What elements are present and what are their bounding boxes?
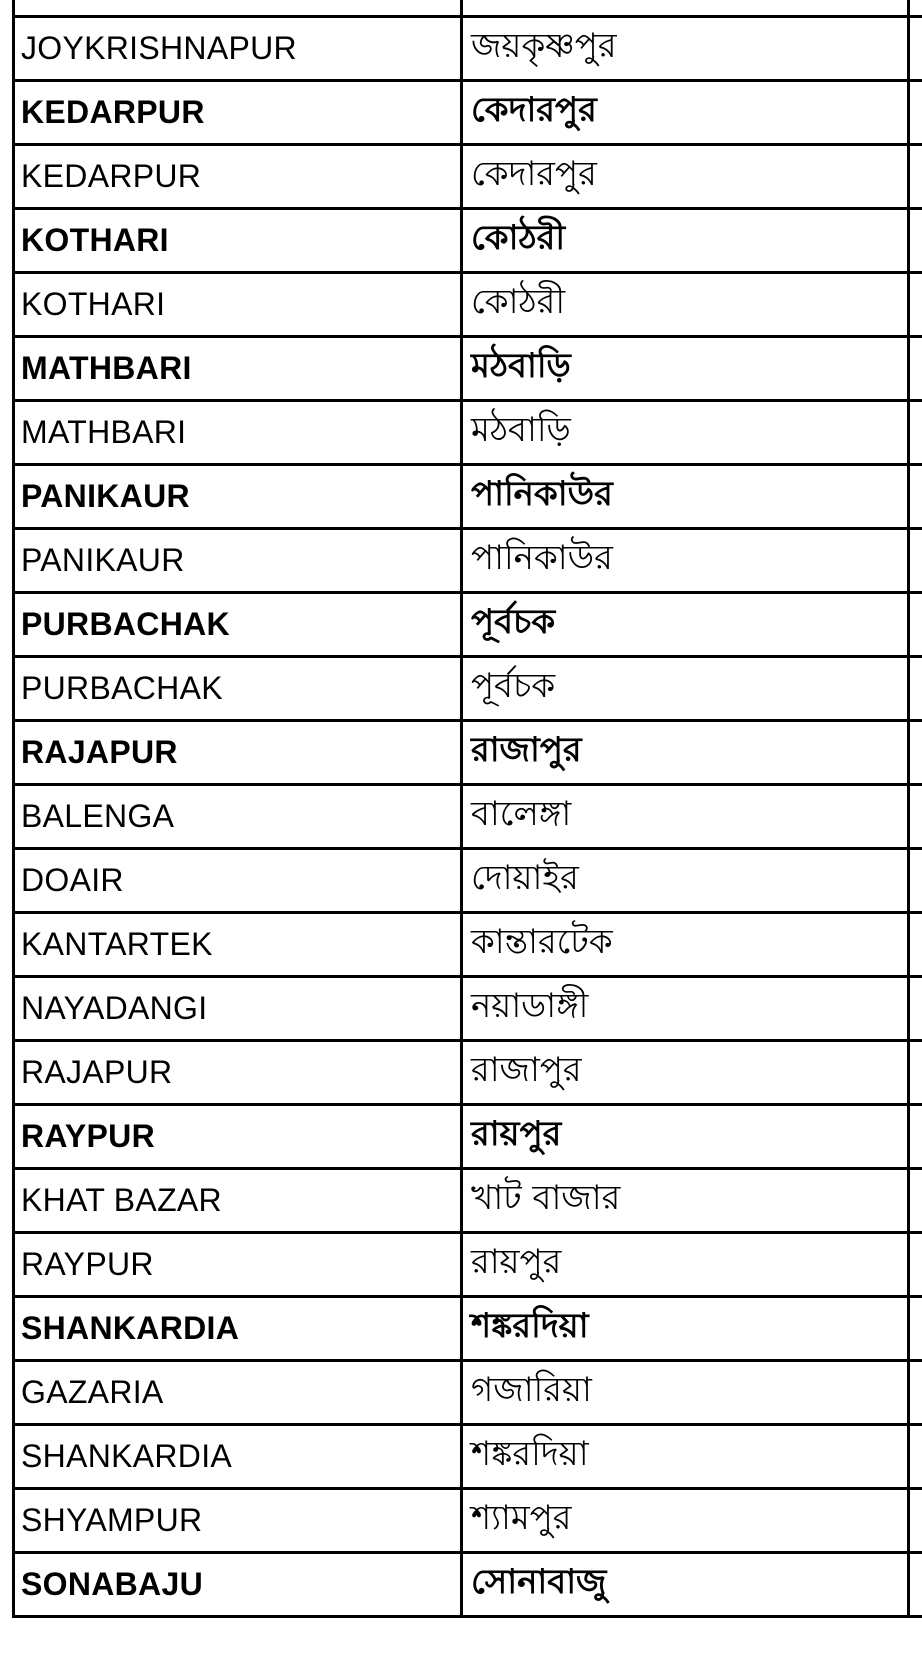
table-row bbox=[14, 593, 922, 657]
table-row bbox=[14, 1489, 922, 1553]
english-name-cell: BALENGA bbox=[14, 785, 462, 849]
table-row bbox=[14, 337, 922, 401]
english-name-cell: KHAT BAZAR bbox=[14, 1169, 462, 1233]
table-row bbox=[14, 977, 922, 1041]
next-column-edge-cell bbox=[909, 1233, 922, 1297]
table-row bbox=[14, 657, 922, 721]
table-row bbox=[14, 1041, 922, 1105]
english-name-cell: DOAIR bbox=[14, 849, 462, 913]
next-column-edge-cell bbox=[909, 913, 922, 977]
table-row bbox=[14, 849, 922, 913]
next-column-edge-cell bbox=[909, 1041, 922, 1105]
english-name-cell: SHANKARDIA bbox=[14, 1297, 462, 1361]
english-name-cell: SONABAJU bbox=[14, 1553, 462, 1617]
bengali-name-cell: মঠবাড়ি bbox=[462, 337, 909, 401]
bengali-name-cell: সোনাবাজু bbox=[462, 1553, 909, 1617]
table-row bbox=[14, 401, 922, 465]
top-border-stub-right bbox=[907, 0, 910, 15]
table-row bbox=[14, 1233, 922, 1297]
english-name-cell: NAYADANGI bbox=[14, 977, 462, 1041]
english-name-cell: PANIKAUR bbox=[14, 529, 462, 593]
next-column-edge-cell bbox=[909, 81, 922, 145]
english-name-cell: MATHBARI bbox=[14, 401, 462, 465]
bengali-name-cell: কেদারপুর bbox=[462, 145, 909, 209]
next-column-edge-cell bbox=[909, 1361, 922, 1425]
table-row bbox=[14, 17, 922, 81]
next-column-edge-cell bbox=[909, 529, 922, 593]
english-name-cell: MATHBARI bbox=[14, 337, 462, 401]
bengali-name-cell: রায়পুর bbox=[462, 1233, 909, 1297]
english-name-cell: JOYKRISHNAPUR bbox=[14, 17, 462, 81]
next-column-edge-cell bbox=[909, 1297, 922, 1361]
bengali-name-cell: কোঠরী bbox=[462, 273, 909, 337]
bengali-name-cell: শঙ্করদিয়া bbox=[462, 1297, 909, 1361]
table-row bbox=[14, 785, 922, 849]
bengali-name-cell: শ্যামপুর bbox=[462, 1489, 909, 1553]
bengali-name-cell: নয়াডাঙ্গী bbox=[462, 977, 909, 1041]
bengali-name-cell: রাজাপুর bbox=[462, 1041, 909, 1105]
next-column-edge-cell bbox=[909, 209, 922, 273]
bengali-name-cell: কোঠরী bbox=[462, 209, 909, 273]
table-row bbox=[14, 81, 922, 145]
bengali-name-cell: কেদারপুর bbox=[462, 81, 909, 145]
place-name-table bbox=[12, 15, 922, 1618]
english-name-cell: RAJAPUR bbox=[14, 721, 462, 785]
table-row bbox=[14, 913, 922, 977]
table-row bbox=[14, 145, 922, 209]
english-name-cell: RAJAPUR bbox=[14, 1041, 462, 1105]
next-column-edge-cell bbox=[909, 1169, 922, 1233]
english-name-cell: KEDARPUR bbox=[14, 81, 462, 145]
table-row bbox=[14, 1361, 922, 1425]
table-row bbox=[14, 1425, 922, 1489]
next-column-edge-cell bbox=[909, 273, 922, 337]
next-column-edge-cell bbox=[909, 1425, 922, 1489]
table-row bbox=[14, 1297, 922, 1361]
bengali-name-cell: পূর্বচক bbox=[462, 657, 909, 721]
next-column-edge-cell bbox=[909, 849, 922, 913]
english-name-cell: RAYPUR bbox=[14, 1233, 462, 1297]
bengali-name-cell: পূর্বচক bbox=[462, 593, 909, 657]
english-name-cell: KANTARTEK bbox=[14, 913, 462, 977]
table-row bbox=[14, 721, 922, 785]
bengali-name-cell: জয়কৃষ্ণপুর bbox=[462, 17, 909, 81]
bengali-name-cell: কান্তারটেক bbox=[462, 913, 909, 977]
bengali-name-cell: রায়পুর bbox=[462, 1105, 909, 1169]
top-border-stub-left bbox=[12, 0, 15, 15]
english-name-cell: GAZARIA bbox=[14, 1361, 462, 1425]
bengali-name-cell: শঙ্করদিয়া bbox=[462, 1425, 909, 1489]
next-column-edge-cell bbox=[909, 1553, 922, 1617]
next-column-edge-cell bbox=[909, 785, 922, 849]
table-body bbox=[14, 17, 922, 1617]
next-column-edge-cell bbox=[909, 657, 922, 721]
next-column-edge-cell bbox=[909, 17, 922, 81]
table-row bbox=[14, 209, 922, 273]
bengali-name-cell: পানিকাউর bbox=[462, 529, 909, 593]
next-column-edge-cell bbox=[909, 145, 922, 209]
bengali-name-cell: মঠবাড়ি bbox=[462, 401, 909, 465]
english-name-cell: PANIKAUR bbox=[14, 465, 462, 529]
next-column-edge-cell bbox=[909, 977, 922, 1041]
next-column-edge-cell bbox=[909, 1105, 922, 1169]
table-row bbox=[14, 1105, 922, 1169]
bengali-name-cell: খাট বাজার bbox=[462, 1169, 909, 1233]
bengali-name-cell: পানিকাউর bbox=[462, 465, 909, 529]
table-row bbox=[14, 1169, 922, 1233]
next-column-edge-cell bbox=[909, 465, 922, 529]
english-name-cell: PURBACHAK bbox=[14, 593, 462, 657]
english-name-cell: RAYPUR bbox=[14, 1105, 462, 1169]
next-column-edge-cell bbox=[909, 721, 922, 785]
english-name-cell: SHANKARDIA bbox=[14, 1425, 462, 1489]
table-row bbox=[14, 273, 922, 337]
bengali-name-cell: রাজাপুর bbox=[462, 721, 909, 785]
next-column-edge-cell bbox=[909, 593, 922, 657]
bengali-name-cell: বালেঙ্গা bbox=[462, 785, 909, 849]
english-name-cell: KEDARPUR bbox=[14, 145, 462, 209]
table-row bbox=[14, 465, 922, 529]
table-row bbox=[14, 529, 922, 593]
bengali-name-cell: দোয়াইর bbox=[462, 849, 909, 913]
top-border-stub-middle bbox=[460, 0, 463, 15]
next-column-edge-cell bbox=[909, 1489, 922, 1553]
next-column-edge-cell bbox=[909, 337, 922, 401]
table-row bbox=[14, 1553, 922, 1617]
english-name-cell: SHYAMPUR bbox=[14, 1489, 462, 1553]
bengali-name-cell: গজারিয়া bbox=[462, 1361, 909, 1425]
english-name-cell: PURBACHAK bbox=[14, 657, 462, 721]
english-name-cell: KOTHARI bbox=[14, 209, 462, 273]
english-name-cell: KOTHARI bbox=[14, 273, 462, 337]
next-column-edge-cell bbox=[909, 401, 922, 465]
